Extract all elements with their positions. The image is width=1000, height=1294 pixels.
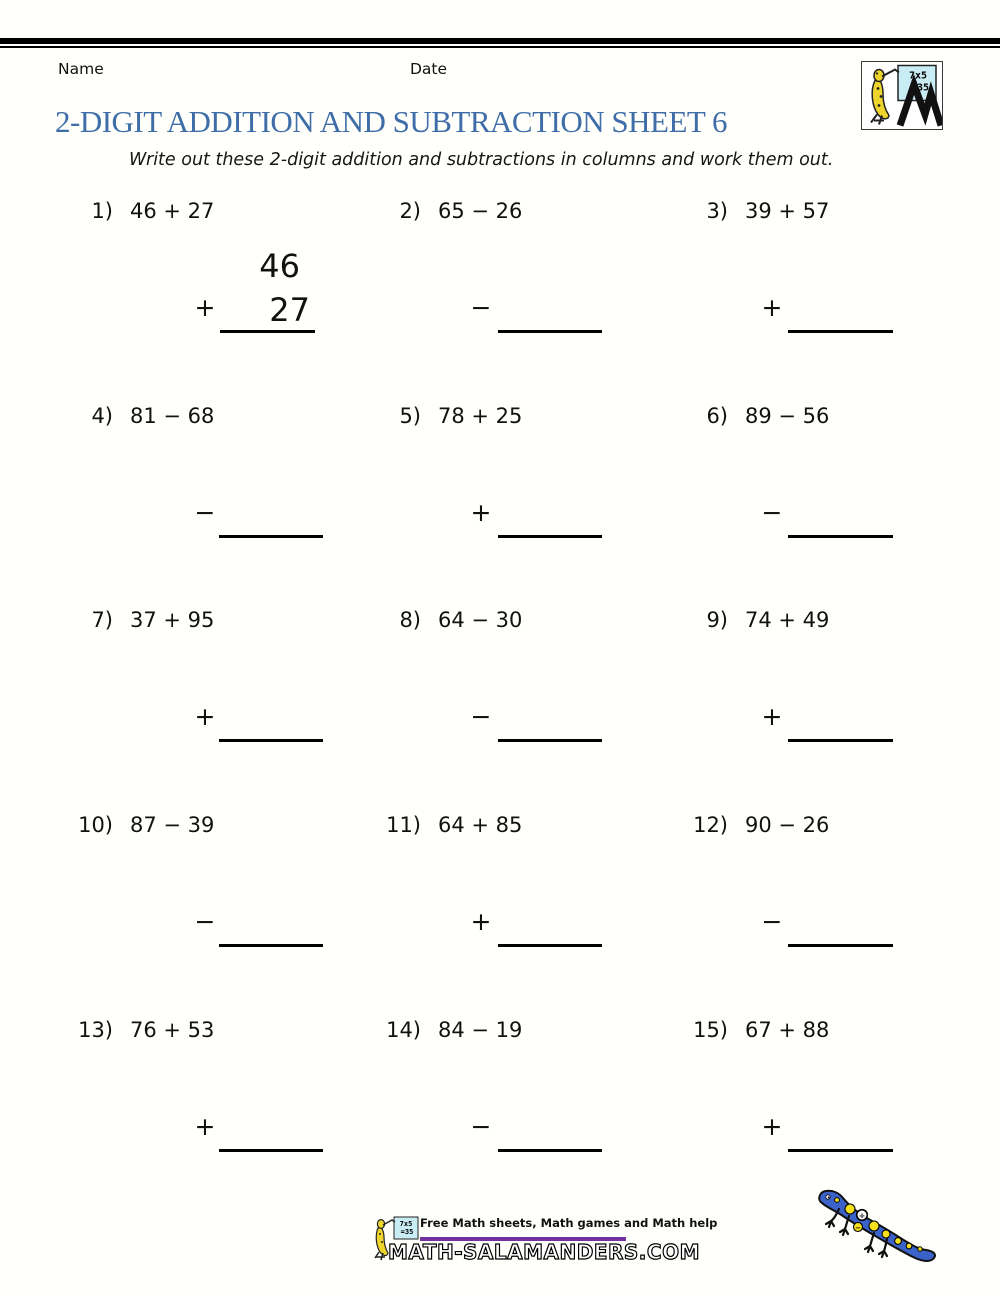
date-label: Date <box>410 60 448 78</box>
answer-line <box>219 535 323 538</box>
problem-number: 7) <box>91 608 113 633</box>
problem-statement <box>675 813 829 837</box>
operator-sign: − <box>194 907 216 937</box>
problem-cell <box>368 1015 675 1220</box>
problem-expression: 37 + 95 <box>130 608 215 633</box>
page-title: 2-DIGIT ADDITION AND SUBTRACTION SHEET 6 <box>55 104 728 139</box>
problem-statement <box>60 1018 214 1042</box>
answer-line <box>498 330 602 333</box>
problem-statement <box>60 608 214 632</box>
problem-cell <box>675 401 1000 606</box>
blue-salamander-graphic <box>812 1183 944 1273</box>
operator-sign: − <box>470 293 492 322</box>
operator-sign: + <box>194 293 216 322</box>
answer-line <box>498 739 602 742</box>
svg-text:−: − <box>855 1224 861 1232</box>
answer-line <box>219 944 323 947</box>
problem-statement <box>675 404 829 428</box>
name-label: Name <box>58 60 104 78</box>
problem-number: 8) <box>399 608 421 633</box>
problems-grid <box>60 196 1000 1219</box>
problem-statement <box>368 608 522 632</box>
answer-line <box>498 535 602 538</box>
problem-cell <box>368 810 675 1015</box>
problem-expression: 76 + 53 <box>130 1017 215 1042</box>
operator-sign: − <box>761 497 783 527</box>
problem-cell <box>60 401 368 606</box>
problem-expression: 74 + 49 <box>745 608 830 633</box>
answer-line <box>220 330 315 333</box>
problem-number: 1) <box>91 199 113 223</box>
answer-line <box>498 1149 602 1152</box>
problem-number: 3) <box>706 199 728 223</box>
operator-sign: + <box>194 702 216 732</box>
answer-line <box>219 739 323 742</box>
operator-sign: − <box>470 1111 492 1141</box>
problem-cell <box>60 1015 368 1220</box>
problem-expression: 90 − 26 <box>745 813 830 838</box>
problem-expression: 81 − 68 <box>130 403 215 428</box>
problem-statement <box>368 1018 522 1042</box>
problem-cell <box>368 196 675 401</box>
problem-number: 15) <box>693 1017 728 1042</box>
answer-line <box>219 1149 323 1152</box>
top-rule-thin <box>0 46 1000 48</box>
problem-cell <box>675 605 1000 810</box>
svg-text:÷: ÷ <box>858 1211 866 1221</box>
stacked-top-operand: 46 <box>259 247 300 285</box>
operator-sign: + <box>761 702 783 732</box>
answer-line <box>788 535 893 538</box>
problem-expression: 65 − 26 <box>438 199 523 223</box>
problem-expression: 84 − 19 <box>438 1017 523 1042</box>
problem-expression: 64 + 85 <box>438 813 523 838</box>
footer-tagline: Free Math sheets, Math games and Math help <box>420 1216 718 1230</box>
problem-statement <box>675 199 829 223</box>
operator-sign: − <box>470 702 492 732</box>
problem-statement <box>675 608 829 632</box>
problem-statement <box>368 813 522 837</box>
problem-expression: 64 − 30 <box>438 608 523 633</box>
problem-expression: 39 + 57 <box>745 199 830 223</box>
problem-number: 13) <box>78 1017 113 1042</box>
problem-statement <box>368 199 522 223</box>
problem-cell <box>60 810 368 1015</box>
problem-expression: 67 + 88 <box>745 1017 830 1042</box>
blue-salamander-icon <box>812 1183 944 1273</box>
operator-sign: + <box>470 907 492 937</box>
problem-number: 6) <box>706 403 728 428</box>
answer-line <box>498 944 602 947</box>
problem-cell <box>675 810 1000 1015</box>
answer-line <box>788 944 893 947</box>
problem-expression: 46 + 27 <box>130 199 215 223</box>
board-text-line1: 7x5 <box>908 70 928 82</box>
problem-expression: 89 − 56 <box>745 403 830 428</box>
problem-expression: 78 + 25 <box>438 403 523 428</box>
answer-line <box>788 1149 893 1152</box>
problem-statement <box>60 404 214 428</box>
board-small-line1: 7x5 <box>399 1220 413 1228</box>
operator-sign: − <box>194 497 216 527</box>
operator-sign: + <box>761 293 783 322</box>
problem-number: 9) <box>706 608 728 633</box>
problem-cell <box>60 605 368 810</box>
operator-sign: + <box>194 1111 216 1141</box>
problem-number: 11) <box>386 813 421 838</box>
problem-cell <box>60 196 368 401</box>
problem-expression: 87 − 39 <box>130 813 215 838</box>
problem-cell <box>675 196 1000 401</box>
operator-sign: − <box>761 907 783 937</box>
problem-statement <box>368 404 522 428</box>
site-name: MATH-SALAMANDERS.COM <box>388 1240 700 1264</box>
answer-line <box>788 739 893 742</box>
problem-number: 5) <box>399 403 421 428</box>
problem-cell <box>368 401 675 606</box>
problem-cell <box>368 605 675 810</box>
stacked-bottom-operand: 27 <box>269 291 310 329</box>
problem-number: 2) <box>399 199 421 223</box>
answer-line <box>788 330 893 333</box>
operator-sign: + <box>470 497 492 527</box>
instruction-text: Write out these 2-digit addition and subtractions in columns and work them out. <box>129 150 834 170</box>
problem-statement <box>675 1018 829 1042</box>
problem-number: 14) <box>386 1017 421 1042</box>
problem-number: 10) <box>78 813 113 838</box>
problem-statement <box>60 813 214 837</box>
operator-sign: + <box>761 1111 783 1141</box>
problem-number: 4) <box>91 403 113 428</box>
board-text-line2: =35 <box>910 82 930 94</box>
problem-statement <box>60 199 214 223</box>
board-small-line2: =35 <box>400 1228 414 1236</box>
problem-number: 12) <box>693 813 728 838</box>
top-rule-thick <box>0 38 1000 44</box>
